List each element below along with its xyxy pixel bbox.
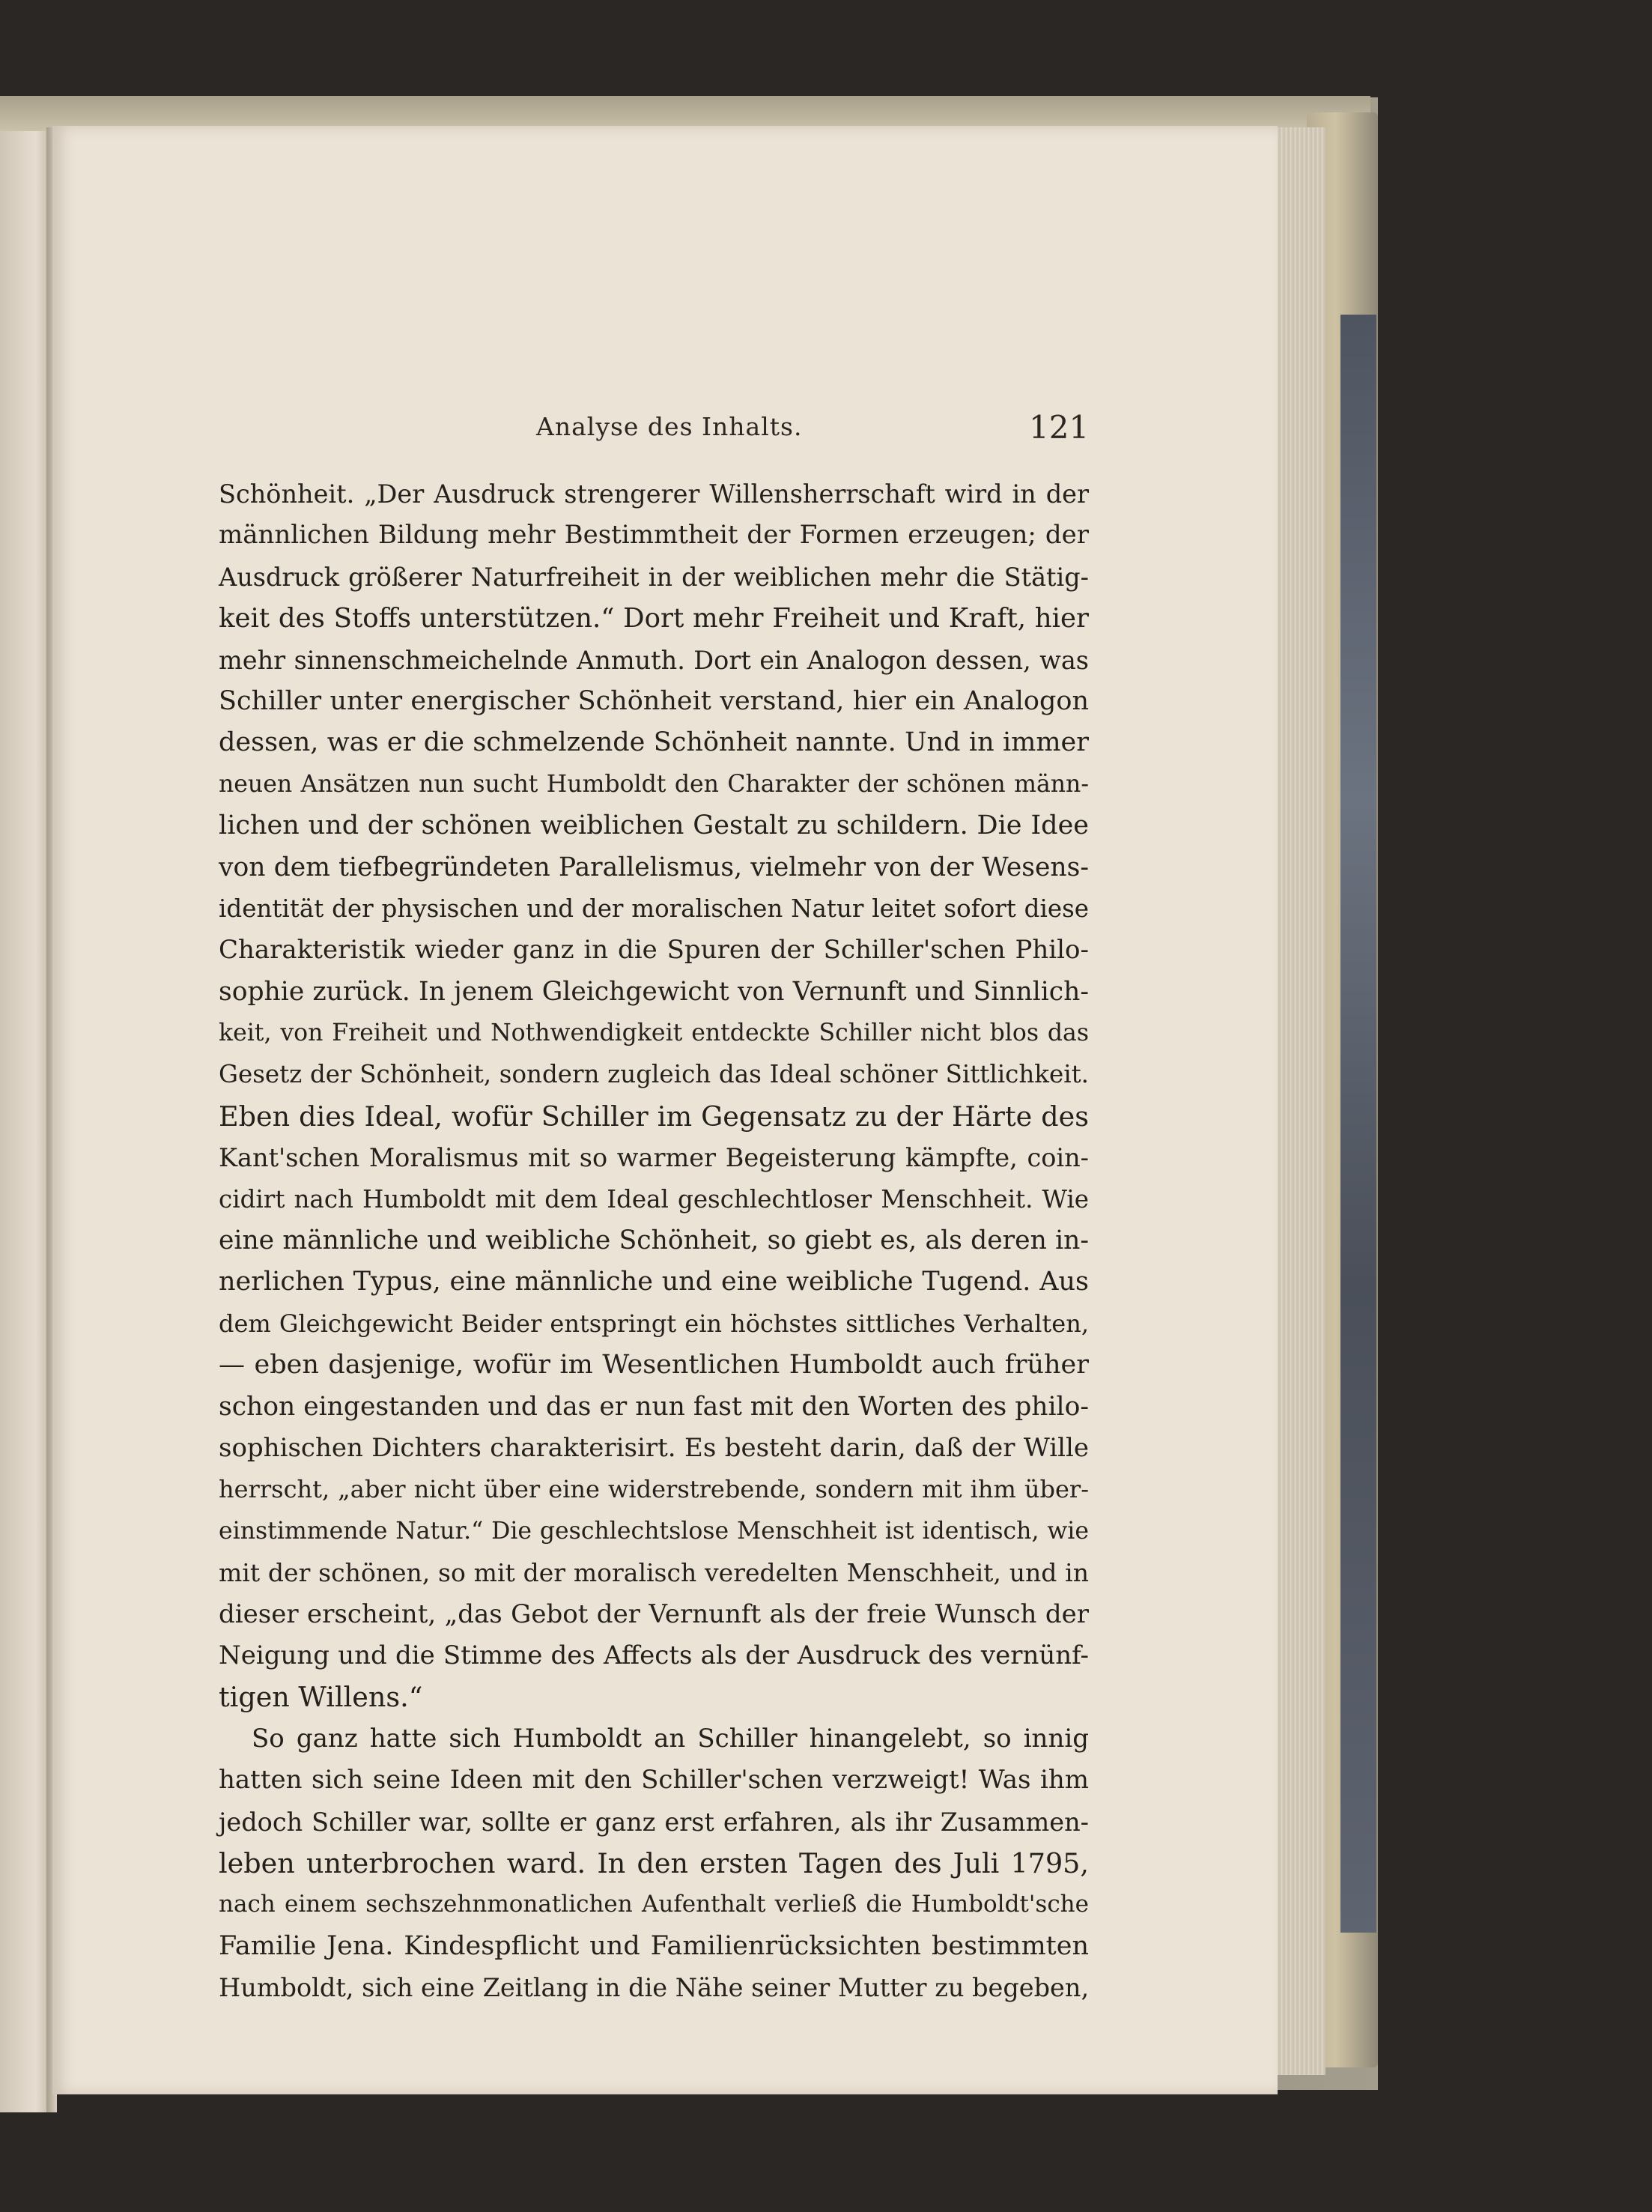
text-line: Schiller unter energischer Schönheit verstand, hier ein Analogon bbox=[219, 685, 1089, 716]
text-line: nach einem sechszehnmonatlichen Aufenthalt verließ die Humboldt'sche bbox=[219, 1891, 1089, 1918]
text-line: sophie zurück. In jenem Gleichgewicht von Vernunft und Sinnlich- bbox=[219, 976, 1089, 1007]
text-line: herrscht, „aber nicht über eine widerstrebende, sondern mit ihm über- bbox=[219, 1475, 1089, 1504]
text-line: von dem tiefbegründeten Parallelismus, vielmehr von der Wesens- bbox=[219, 852, 1089, 882]
text-line: mit der schönen, so mit der moralisch veredelten Menschheit, und in bbox=[219, 1558, 1089, 1588]
text-line: lichen und der schönen weiblichen Gestalt zu schildern. Die Idee bbox=[219, 810, 1089, 841]
book-page bbox=[52, 126, 1278, 2094]
paragraph-start-line: So ganz hatte sich Humboldt an Schiller hinangelebt, so innig bbox=[252, 1723, 1089, 1754]
text-line: dem Gleichgewicht Beider entspringt ein höchstes sittliches Verhalten, bbox=[219, 1309, 1089, 1338]
text-line: dieser erscheint, „das Gebot der Vernunft als der freie Wunsch der bbox=[219, 1599, 1089, 1629]
text-line: dessen, was er die schmelzende Schönheit nannte. Und in immer bbox=[219, 727, 1089, 758]
text-line: männlichen Bildung mehr Bestimmtheit der Formen erzeugen; der bbox=[219, 520, 1089, 551]
text-line: leben unterbrochen ward. In den ersten Tagen des Juli 1795, bbox=[219, 1846, 1089, 1879]
text-line: keit des Stoffs unterstützen.“ Dort mehr Freiheit und Kraft, hier bbox=[219, 603, 1089, 634]
text-line: jedoch Schiller war, sollte er ganz erst erfahren, als ihr Zusammen- bbox=[219, 1807, 1089, 1837]
text-line: schon eingestanden und das er nun fast mit den Worten des philo- bbox=[219, 1391, 1089, 1422]
text-line: cidirt nach Humboldt mit dem Ideal geschlechtloser Menschheit. Wie bbox=[219, 1184, 1089, 1213]
text-line: hatten sich seine Ideen mit den Schiller'schen verzweigt! Was ihm bbox=[219, 1765, 1089, 1796]
paragraph-end-line: tigen Willens.“ bbox=[219, 1681, 423, 1714]
text-line: mehr sinnenschmeichelnde Anmuth. Dort ein Analogon dessen, was bbox=[219, 645, 1089, 675]
text-line: einstimmende Natur.“ Die geschlechtslose Menschheit ist identisch, wie bbox=[219, 1517, 1089, 1545]
marbled-edge bbox=[1340, 315, 1376, 1933]
text-line: Familie Jena. Kindespflicht und Familienrücksichten bestimmten bbox=[219, 1930, 1089, 1961]
running-head: Analyse des Inhalts. bbox=[536, 412, 803, 441]
text-line: — eben dasjenige, wofür im Wesentlichen Humboldt auch früher bbox=[219, 1350, 1089, 1381]
text-line: sophischen Dichters charakterisirt. Es besteht darin, daß der Wille bbox=[219, 1432, 1089, 1463]
page-number: 121 bbox=[1029, 409, 1090, 446]
text-line: Neigung und die Stimme des Affects als der Ausdruck des vernünf- bbox=[219, 1640, 1089, 1670]
text-line: Ausdruck größerer Naturfreiheit in der weiblichen mehr die Stätig- bbox=[219, 562, 1089, 592]
text-line: Charakteristik wieder ganz in die Spuren der Schiller'schen Philo- bbox=[219, 935, 1089, 966]
text-line: nerlichen Typus, eine männliche und eine weibliche Tugend. Aus bbox=[219, 1267, 1089, 1297]
text-line: keit, von Freiheit und Nothwendigkeit entdeckte Schiller nicht blos das bbox=[219, 1019, 1089, 1047]
text-line: Eben dies Ideal, wofür Schiller im Gegensatz zu der Härte des bbox=[219, 1100, 1089, 1133]
body-text bbox=[219, 473, 1089, 2008]
text-line: neuen Ansätzen nun sucht Humboldt den Charakter der schönen männ- bbox=[219, 770, 1089, 798]
text-line: eine männliche und weibliche Schönheit, so giebt es, als deren in- bbox=[219, 1225, 1089, 1256]
text-line: Schönheit. „Der Ausdruck strengerer Willensherrschaft wird in der bbox=[219, 479, 1089, 509]
text-line: Humboldt, sich eine Zeitlang in die Nähe seiner Mutter zu begeben, bbox=[219, 1973, 1090, 2003]
text-line: identität der physischen und der moralischen Natur leitet sofort diese bbox=[219, 894, 1089, 923]
page-stack-edges bbox=[1273, 127, 1325, 2075]
left-page-edge bbox=[0, 131, 51, 2112]
text-line: Gesetz der Schönheit, sondern zugleich das Ideal schöner Sittlichkeit. bbox=[219, 1060, 1089, 1089]
text-line: Kant'schen Moralismus mit so warmer Begeisterung kämpfte, coin- bbox=[219, 1143, 1089, 1173]
